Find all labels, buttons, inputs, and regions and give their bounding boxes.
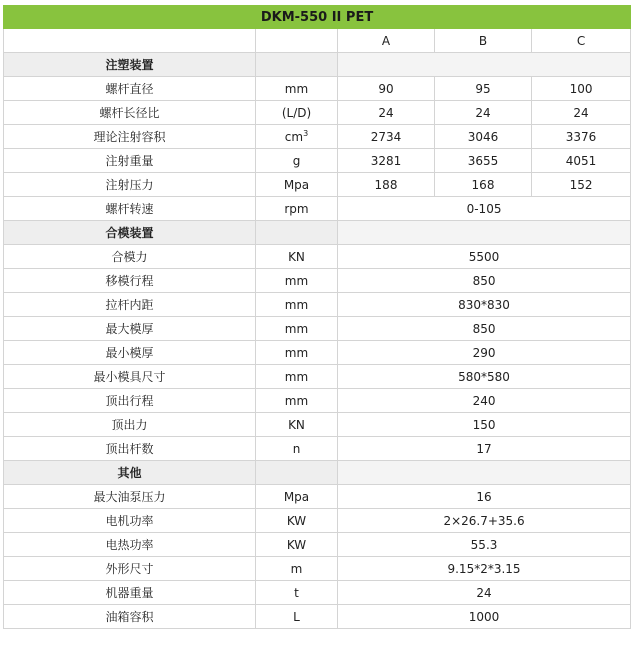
- row-label: 螺杆长径比: [4, 101, 256, 125]
- row-unit: [256, 437, 338, 461]
- row-label: 最大油泵压力: [4, 485, 256, 509]
- row-label: 螺杆直径: [4, 77, 256, 101]
- unit-superscript: 3: [303, 128, 309, 138]
- unit-text: g: [292, 153, 301, 168]
- row-value-b: 168: [435, 173, 532, 197]
- section-title-blank: [338, 221, 631, 245]
- unit-text: mm: [284, 297, 309, 312]
- table-row: [4, 77, 631, 101]
- row-value-b: 24: [435, 101, 532, 125]
- row-unit: [256, 341, 338, 365]
- unit-text: mm: [284, 345, 309, 360]
- row-label: 电热功率: [4, 533, 256, 557]
- table-row: [4, 557, 631, 581]
- row-value: 830*830: [338, 293, 631, 317]
- row-value-b: 3046: [435, 125, 532, 149]
- row-value: 17: [338, 437, 631, 461]
- row-value-b: 3655: [435, 149, 532, 173]
- row-unit: [256, 173, 338, 197]
- row-unit: [256, 581, 338, 605]
- table-row: [4, 269, 631, 293]
- unit-text: KN: [288, 417, 305, 432]
- row-unit: [256, 509, 338, 533]
- unit-text: Mpa: [283, 177, 310, 192]
- spec-table-body: [4, 6, 631, 629]
- row-label: 最小模具尺寸: [4, 365, 256, 389]
- table-row: [4, 101, 631, 125]
- unit-text: cm: [284, 129, 304, 144]
- row-unit: [256, 125, 338, 149]
- unit-text: mm: [284, 81, 309, 96]
- row-value-b: 95: [435, 77, 532, 101]
- row-value: 5500: [338, 245, 631, 269]
- row-label: 油箱容积: [4, 605, 256, 629]
- table-row: [4, 581, 631, 605]
- unit-text: mm: [284, 321, 309, 336]
- row-label: 最大模厚: [4, 317, 256, 341]
- spec-table: [3, 5, 631, 629]
- table-row: [4, 605, 631, 629]
- unit-text: t: [294, 585, 299, 600]
- section-header-row: [4, 461, 631, 485]
- row-label: 顶出力: [4, 413, 256, 437]
- row-value-a: 188: [338, 173, 435, 197]
- table-row: [4, 149, 631, 173]
- row-unit: [256, 389, 338, 413]
- table-row: [4, 317, 631, 341]
- row-value-a: 24: [338, 101, 435, 125]
- table-row: [4, 173, 631, 197]
- row-label: 合模力: [4, 245, 256, 269]
- table-row: [4, 125, 631, 149]
- table-row: [4, 509, 631, 533]
- row-value: 850: [338, 269, 631, 293]
- table-row: [4, 197, 631, 221]
- table-title: DKM-550 II PET: [4, 6, 631, 29]
- row-label: 注射重量: [4, 149, 256, 173]
- row-label: 顶出杆数: [4, 437, 256, 461]
- section-title-blank: [338, 53, 631, 77]
- column-header-a: A: [338, 29, 435, 53]
- unit-text: mm: [284, 369, 309, 384]
- unit-text: KW: [286, 537, 307, 552]
- section-header-row: [4, 221, 631, 245]
- section-title: 合模装置: [4, 221, 256, 245]
- row-value: 580*580: [338, 365, 631, 389]
- column-header-row: [4, 29, 631, 53]
- row-value-a: 3281: [338, 149, 435, 173]
- row-label: 注射压力: [4, 173, 256, 197]
- section-header-row: [4, 53, 631, 77]
- column-header-c: C: [532, 29, 631, 53]
- row-label: 拉杆内距: [4, 293, 256, 317]
- table-row: [4, 365, 631, 389]
- row-value: 55.3: [338, 533, 631, 557]
- row-unit: [256, 485, 338, 509]
- row-label: 外形尺寸: [4, 557, 256, 581]
- title-row: [4, 6, 631, 29]
- row-value: 0-105: [338, 197, 631, 221]
- table-row: [4, 485, 631, 509]
- table-row: [4, 341, 631, 365]
- table-row: [4, 533, 631, 557]
- row-unit: [256, 245, 338, 269]
- row-value-c: 100: [532, 77, 631, 101]
- row-unit: [256, 557, 338, 581]
- row-value: 9.15*2*3.15: [338, 557, 631, 581]
- unit-text: Mpa: [283, 489, 310, 504]
- table-row: [4, 293, 631, 317]
- row-value-a: 90: [338, 77, 435, 101]
- row-unit: [256, 269, 338, 293]
- row-value: 16: [338, 485, 631, 509]
- section-title-unit-blank: [256, 53, 338, 77]
- row-label: 螺杆转速: [4, 197, 256, 221]
- section-title-blank: [338, 461, 631, 485]
- row-value-a: 2734: [338, 125, 435, 149]
- row-label: 电机功率: [4, 509, 256, 533]
- row-unit: [256, 533, 338, 557]
- section-title-unit-blank: [256, 461, 338, 485]
- row-label: 理论注射容积: [4, 125, 256, 149]
- row-value: 1000: [338, 605, 631, 629]
- row-unit: [256, 317, 338, 341]
- header-blank: [4, 29, 256, 53]
- row-value-c: 4051: [532, 149, 631, 173]
- row-value: 240: [338, 389, 631, 413]
- row-unit: [256, 293, 338, 317]
- row-unit: [256, 149, 338, 173]
- unit-text: KW: [286, 513, 307, 528]
- row-unit: [256, 77, 338, 101]
- unit-text: n: [292, 441, 301, 456]
- row-unit: [256, 197, 338, 221]
- table-row: [4, 437, 631, 461]
- row-value-c: 152: [532, 173, 631, 197]
- unit-text: KN: [288, 249, 305, 264]
- unit-text: rpm: [284, 201, 309, 216]
- row-unit: [256, 605, 338, 629]
- row-value: 2×26.7+35.6: [338, 509, 631, 533]
- unit-text: L: [293, 609, 300, 624]
- table-row: [4, 245, 631, 269]
- row-unit: [256, 101, 338, 125]
- table-row: [4, 389, 631, 413]
- section-title: 其他: [4, 461, 256, 485]
- row-unit: [256, 365, 338, 389]
- row-value: 24: [338, 581, 631, 605]
- unit-text: mm: [284, 393, 309, 408]
- row-label: 机器重量: [4, 581, 256, 605]
- row-label: 顶出行程: [4, 389, 256, 413]
- row-unit: [256, 413, 338, 437]
- section-title: 注塑装置: [4, 53, 256, 77]
- unit-text: m: [290, 561, 303, 576]
- row-value-c: 3376: [532, 125, 631, 149]
- section-title-unit-blank: [256, 221, 338, 245]
- row-label: 最小模厚: [4, 341, 256, 365]
- row-value-c: 24: [532, 101, 631, 125]
- column-header-b: B: [435, 29, 532, 53]
- header-blank-unit: [256, 29, 338, 53]
- row-label: 移模行程: [4, 269, 256, 293]
- row-value: 850: [338, 317, 631, 341]
- unit-text: (L/D): [281, 105, 312, 120]
- unit-text: mm: [284, 273, 309, 288]
- table-row: [4, 413, 631, 437]
- row-value: 150: [338, 413, 631, 437]
- row-value: 290: [338, 341, 631, 365]
